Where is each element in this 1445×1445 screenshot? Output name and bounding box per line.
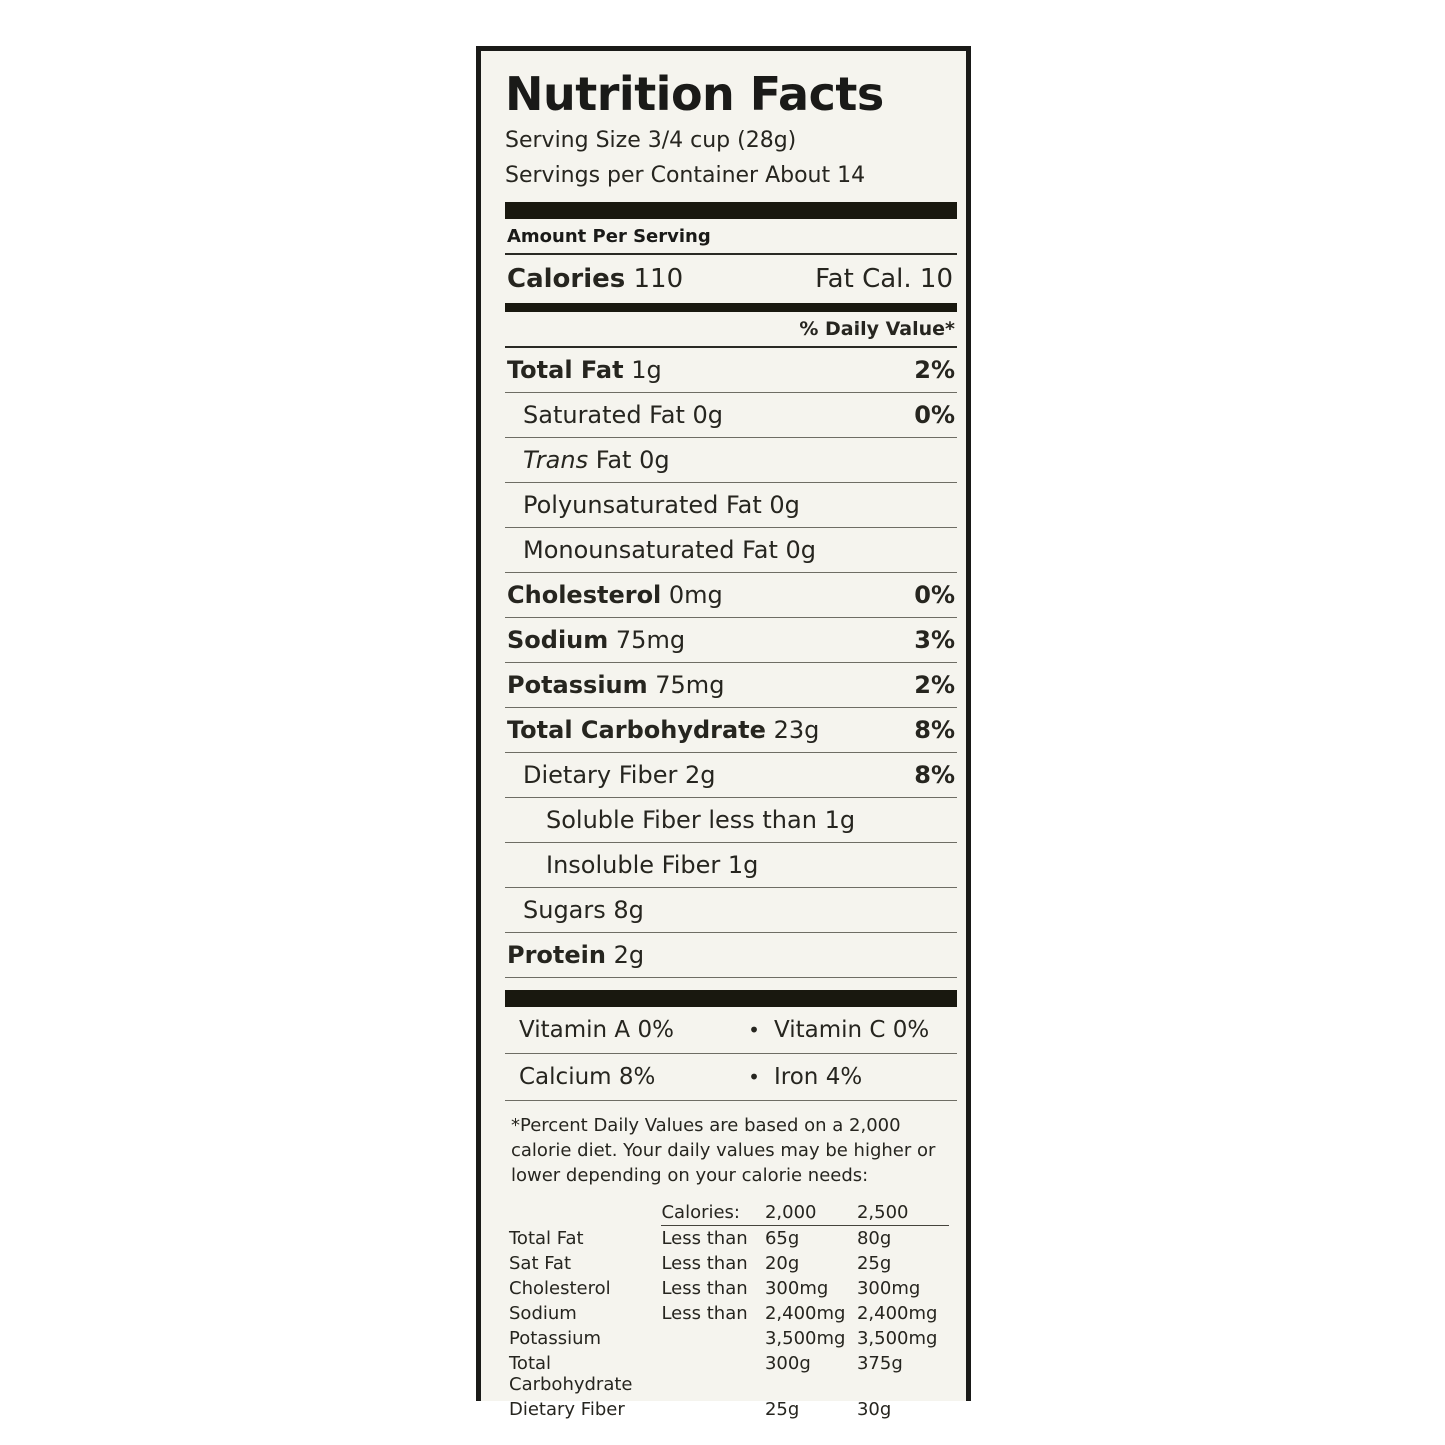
dv-table-header-cell: 2,500 — [857, 1200, 949, 1226]
dv-table-header-cell — [509, 1200, 661, 1226]
dv-table-cell: Total Fat — [509, 1227, 584, 1249]
nutrient-row — [501, 843, 961, 887]
nutrient-daily-value: 3% — [914, 625, 955, 654]
dv-table-cell: Total Carbohydrate — [509, 1353, 633, 1396]
dv-table-cell: Potassium — [509, 1328, 602, 1350]
nutrient-label: Protein — [507, 940, 606, 969]
bullet-separator-icon: • — [748, 1064, 760, 1089]
divider-thick-vitamins — [505, 990, 957, 1007]
dv-table-cell: 300mg — [764, 1278, 829, 1300]
nutrient-amount: 8g — [605, 895, 644, 924]
dv-table-cell: 3,500mg — [856, 1328, 938, 1350]
vitamin-left: Vitamin A 0% — [519, 1016, 674, 1043]
calories-value: 110 — [633, 263, 684, 294]
dv-table-header-row — [509, 1200, 949, 1226]
dv-table-cell: 20g — [764, 1253, 800, 1275]
dv-table-cell: 3,500mg — [764, 1328, 846, 1350]
nutrient-label: Total Fat — [507, 355, 624, 384]
dv-table-cell: Cholesterol — [509, 1278, 611, 1300]
nutrient-amount: 0g — [684, 400, 724, 429]
nutrient-row — [501, 798, 961, 842]
nutrient-row — [501, 618, 961, 662]
dv-table-row — [509, 1226, 949, 1252]
daily-value-table — [509, 1200, 949, 1422]
dv-table-row — [509, 1326, 949, 1351]
dv-table-cell: Less than — [661, 1253, 748, 1275]
footnote-line-2: lower depending on your calorie needs: — [511, 1165, 869, 1187]
nutrient-amount: 1g — [720, 850, 759, 879]
nutrient-daily-value: 8% — [914, 760, 955, 789]
nutrient-amount: Fat 0g — [588, 445, 670, 474]
nutrient-label: Saturated Fat — [523, 400, 685, 429]
nutrient-daily-value: 2% — [914, 355, 955, 384]
nutrient-row — [501, 393, 961, 437]
dv-table-cell — [661, 1326, 765, 1351]
dv-table-cell: 65g — [764, 1228, 800, 1250]
nutrient-row — [501, 933, 961, 977]
dv-table-cell: 2,400mg — [856, 1303, 938, 1325]
dv-table-row — [509, 1351, 949, 1397]
nutrient-label: Dietary Fiber — [523, 760, 678, 789]
nutrient-daily-value: 8% — [914, 715, 955, 744]
dv-table-cell: Sat Fat — [509, 1253, 572, 1275]
nutrient-row — [501, 663, 961, 707]
nutrient-amount: 0g — [761, 490, 800, 519]
dv-table-cell: 25g — [856, 1253, 892, 1275]
calories-label: Calories — [507, 263, 626, 294]
servings-per-container: Servings per Container About 14 — [505, 162, 866, 188]
dv-table-row — [509, 1276, 949, 1301]
nutrient-amount: 75mg — [647, 670, 725, 699]
nutrient-daily-value: 0% — [914, 580, 955, 609]
vitamin-list — [501, 1007, 961, 1100]
calories-row — [501, 255, 961, 303]
dv-table-cell: 300mg — [856, 1278, 921, 1300]
vitamin-row — [501, 1007, 961, 1053]
dv-table-row — [509, 1397, 949, 1422]
vitamin-right: Vitamin C 0% — [774, 1016, 930, 1043]
vitamin-left: Calcium 8% — [519, 1063, 656, 1090]
nutrient-label: Sugars — [523, 895, 606, 924]
dv-table-cell: Sodium — [509, 1303, 577, 1325]
nutrient-amount: 0g — [777, 535, 817, 564]
nutrient-row — [501, 753, 961, 797]
dv-table-cell: 300g — [764, 1353, 811, 1375]
dv-table-row — [509, 1251, 949, 1276]
nutrient-daily-value: 2% — [914, 670, 955, 699]
nutrient-label: Cholesterol — [507, 580, 662, 609]
vitamin-row — [501, 1054, 961, 1100]
serving-size: Serving Size 3/4 cup (28g) — [505, 127, 797, 153]
nutrient-label: Total Carbohydrate — [507, 715, 766, 744]
dv-table-cell: Less than — [661, 1278, 748, 1300]
nutrient-amount: 75mg — [608, 625, 686, 654]
daily-value-footnote — [501, 1101, 961, 1195]
dv-table-cell: Less than — [661, 1228, 748, 1250]
nutrient-label: Trans — [523, 445, 589, 474]
nutrient-label: Soluble Fiber less than — [546, 805, 817, 834]
nutrient-amount: 2g — [677, 760, 716, 789]
dv-table-cell: 80g — [856, 1228, 892, 1250]
dv-table-cell: 30g — [856, 1399, 892, 1421]
footnote-line-1: calorie diet. Your daily values may be higher or — [511, 1139, 936, 1161]
nutrient-row — [501, 528, 961, 572]
dv-table-cell — [661, 1397, 765, 1422]
dv-table-cell: Dietary Fiber — [509, 1399, 625, 1421]
dv-table-cell: 375g — [856, 1353, 903, 1375]
nutrient-label: Sodium — [507, 625, 609, 654]
nutrient-row — [501, 888, 961, 932]
nutrient-row — [501, 708, 961, 752]
nutrient-label: Monounsaturated Fat — [523, 535, 778, 564]
nutrient-amount: 2g — [605, 940, 645, 969]
divider-medium — [505, 303, 957, 312]
nutrient-row — [501, 483, 961, 527]
nutrient-label: Polyunsaturated Fat — [523, 490, 762, 519]
dv-table-cell: Less than — [661, 1303, 748, 1325]
dv-table-cell: 25g — [764, 1399, 800, 1421]
dv-table-cell — [661, 1351, 765, 1397]
nutrient-row — [501, 573, 961, 617]
divider-thick-top — [505, 202, 957, 219]
dv-table-row — [509, 1301, 949, 1326]
amount-per-serving-label: Amount Per Serving — [507, 225, 711, 247]
footnote-line-0: *Percent Daily Values are based on a 2,000 — [511, 1114, 901, 1136]
nutrient-row — [501, 438, 961, 482]
nutrition-facts-panel — [476, 46, 971, 1421]
nutrient-label: Insoluble Fiber — [546, 850, 721, 879]
nutrient-daily-value: 0% — [914, 400, 955, 429]
dv-table-header-cell: Calories: — [661, 1200, 765, 1226]
nutrient-label: Potassium — [507, 670, 648, 699]
nutrient-list — [501, 348, 961, 978]
divider-row — [505, 977, 957, 978]
fat-calories-value: Fat Cal. 10 — [815, 263, 953, 294]
page-title: Nutrition Facts — [505, 67, 884, 121]
bullet-separator-icon: • — [748, 1017, 760, 1042]
dv-table-header-cell: 2,000 — [765, 1200, 857, 1226]
nutrient-amount: 23g — [765, 715, 820, 744]
nutrient-amount: 0mg — [661, 580, 723, 609]
nutrient-amount: 1g — [816, 805, 856, 834]
dv-table-cell: 2,400mg — [764, 1303, 846, 1325]
vitamin-right: Iron 4% — [774, 1063, 863, 1090]
daily-value-header: % Daily Value* — [799, 317, 955, 340]
nutrient-row — [501, 348, 961, 392]
nutrient-amount: 1g — [623, 355, 662, 384]
